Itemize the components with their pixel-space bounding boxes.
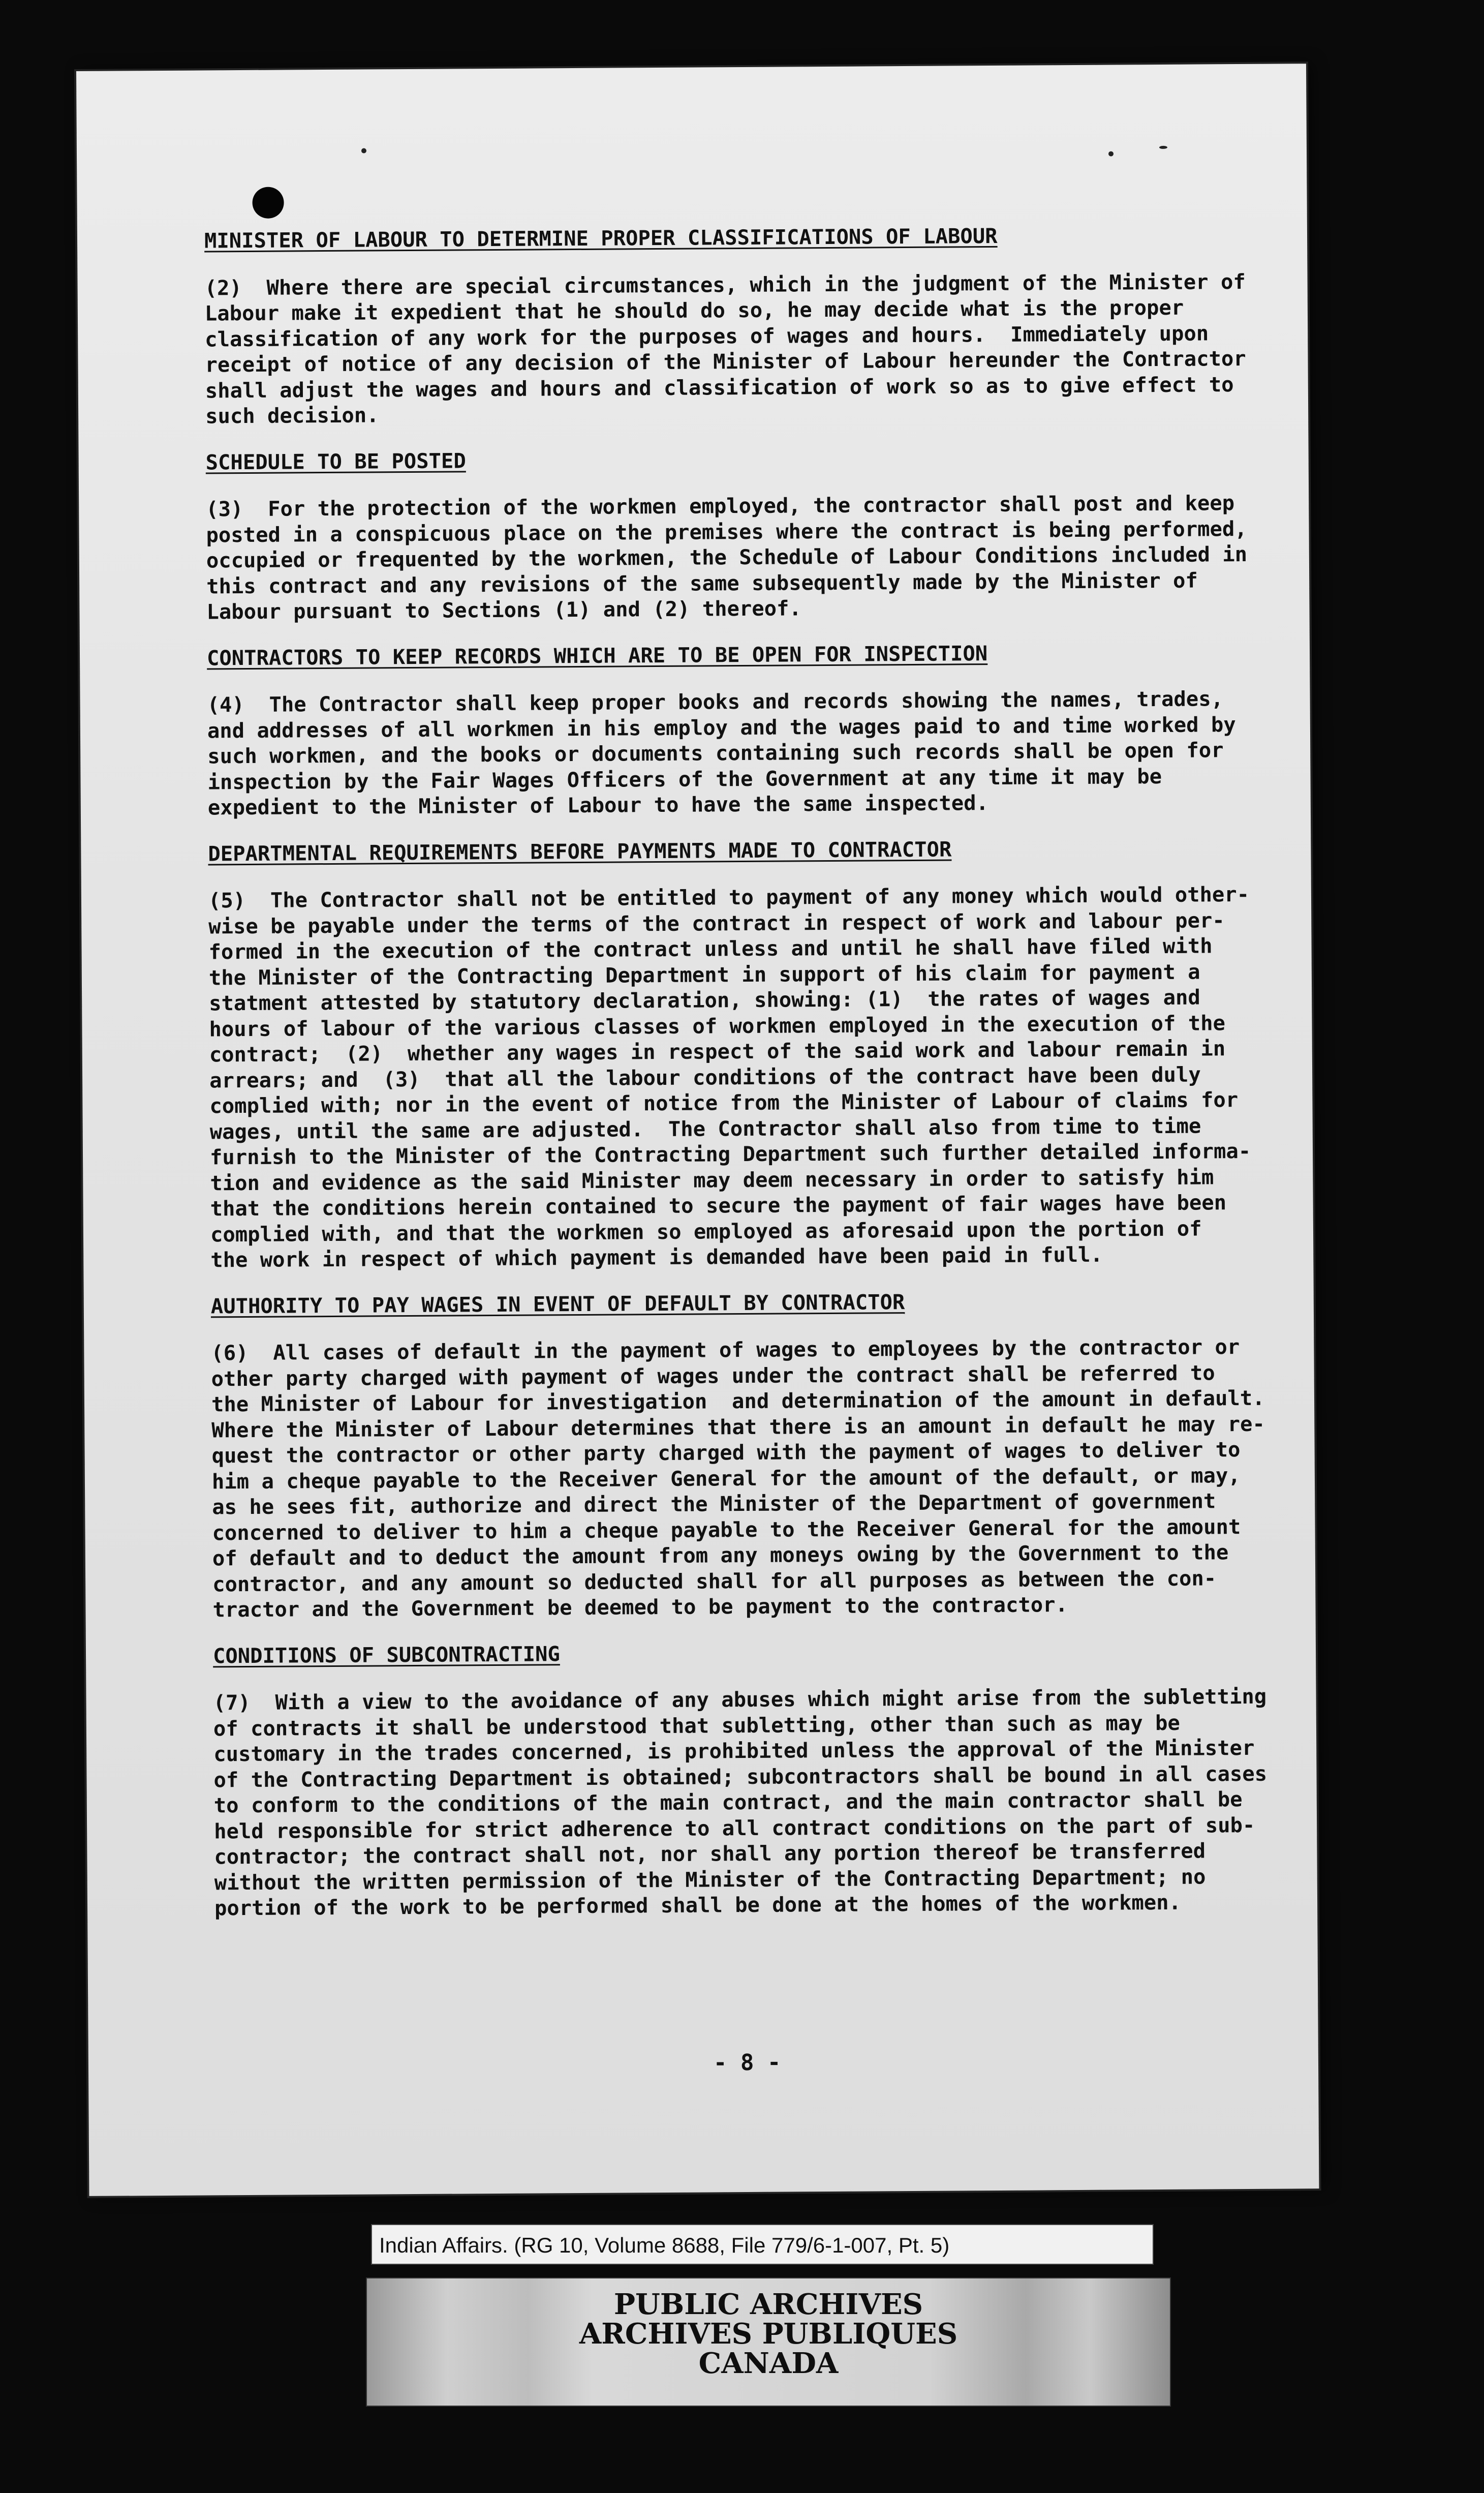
paragraph-line: expedient to the Minister of Labour to have the same inspected.: [207, 791, 989, 820]
paragraph-line: shall adjust the wages and hours and classification of work so as to give effect to: [205, 372, 1234, 403]
paragraph-line: without the written permission of the Minister of the Contracting Department; no: [214, 1864, 1206, 1895]
paragraph-line: quest the contractor or other party charged with the payment of wages to deliver to: [211, 1437, 1241, 1468]
paragraph-line: posted in a conspicuous place on the premises where the contract is being performed,: [206, 516, 1247, 547]
paragraph-line: him a cheque payable to the Receiver General for the amount of the default, or may,: [211, 1463, 1241, 1494]
paragraph-line: the Minister of Labour for investigation and determination of the amount in default.: [211, 1385, 1265, 1417]
section-heading: AUTHORITY TO PAY WAGES IN EVENT OF DEFAULT BY CONTRACTOR: [210, 1289, 905, 1318]
document-body: [204, 221, 1343, 1941]
paragraph-line: inspection by the Fair Wages Officers of the Government at any time it may be: [207, 764, 1162, 794]
paragraph-line: Labour make it expedient that he should do so, he may decide what is the proper: [204, 295, 1184, 326]
document-section: [208, 834, 1339, 1273]
paragraph-line: this contract and any revisions of the same subsequently made by the Minister of: [206, 568, 1198, 598]
section-paragraph: [208, 881, 1339, 1273]
paragraph-line: tion and evidence as the said Minister may deem necessary in order to satisfy him: [210, 1164, 1214, 1195]
paragraph-line: that the conditions herein contained to secure the payment of fair wages have been: [210, 1190, 1227, 1221]
paragraph-line: customary in the trades concerned, is prohibited unless the approval of the Minister: [213, 1735, 1255, 1767]
page-number: - 8 -: [713, 2049, 781, 2076]
archive-reference-label: Indian Affairs. (RG 10, Volume 8688, File 779/6-1-007, Pt. 5): [371, 2224, 1154, 2265]
section-paragraph: [207, 685, 1336, 820]
paragraph-line: (3) For the protection of the workmen employed, the contractor shall post and keep: [206, 491, 1235, 522]
paragraph-line: complied with, and that the workmen so employed as aforesaid upon the portion of: [210, 1216, 1202, 1247]
document-section: [213, 1636, 1343, 1921]
paragraph-line: contract; (2) whether any wages in respect of the said work and labour remain in: [209, 1036, 1226, 1067]
paragraph-line: occupied or frequented by the workmen, the Schedule of Labour Conditions included in: [206, 541, 1248, 573]
paragraph-line: wise be payable under the terms of the contract in respect of work and labour per-: [208, 907, 1225, 938]
paragraph-line: (5) The Contractor shall not be entitled to payment of any money which would other-: [208, 881, 1250, 913]
document-page: [76, 64, 1319, 2196]
paragraph-line: of default and to deduct the amount from any moneys owing by the Government to the: [212, 1540, 1229, 1571]
section-heading: CONTRACTORS TO KEEP RECORDS WHICH ARE TO BE OPEN FOR INSPECTION: [206, 641, 988, 670]
paragraph-line: contractor, and any amount so deducted shall for all purposes as between the con-: [212, 1565, 1217, 1596]
paragraph-line: portion of the work to be performed shall be done at the homes of the workmen.: [214, 1890, 1182, 1921]
document-section: [204, 221, 1334, 429]
stamp-line: CANADA: [698, 2347, 839, 2380]
dust-speck: [1108, 151, 1114, 157]
paragraph-line: and addresses of all workmen in his employ and the wages paid to and time worked by: [207, 712, 1236, 743]
paragraph-line: as he sees fit, authorize and direct the Minister of the Department of government: [212, 1488, 1216, 1519]
section-heading: DEPARTMENTAL REQUIREMENTS BEFORE PAYMENTS MADE TO CONTRACTOR: [208, 837, 952, 866]
paragraph-line: complied with; nor in the event of notice from the Minister of Labour of claims for: [209, 1087, 1239, 1118]
paragraph-line: (2) Where there are special circumstances, which in the judgment of the Minister of: [204, 269, 1246, 300]
section-paragraph: [206, 490, 1335, 625]
paragraph-line: (6) All cases of default in the payment of wages to employees by the contractor or: [211, 1334, 1240, 1365]
stamp-line: PUBLIC ARCHIVES: [613, 2288, 923, 2321]
paragraph-line: wages, until the same are adjusted. The Contractor shall also from time to time: [209, 1113, 1201, 1144]
section-paragraph: [213, 1683, 1343, 1921]
paragraph-line: held responsible for strict adherence to all contract conditions on the part of sub-: [214, 1812, 1255, 1843]
paragraph-line: the work in respect of which payment is demanded have been paid in full.: [210, 1242, 1103, 1272]
paragraph-line: receipt of notice of any decision of the Minister of Labour hereunder the Contractor: [205, 346, 1246, 377]
document-section: [206, 442, 1335, 625]
paragraph-line: arrears; and (3) that all the labour conditions of the contract have been duly: [209, 1062, 1201, 1092]
paragraph-line: tractor and the Government be deemed to be payment to the contractor.: [212, 1592, 1068, 1622]
paragraph-line: other party charged with payment of wages under the contract shall be referred to: [211, 1360, 1215, 1391]
section-heading: CONDITIONS OF SUBCONTRACTING: [212, 1641, 560, 1668]
paragraph-line: hours of labour of the various classes of workmen employed in the execution of the: [209, 1010, 1226, 1041]
section-paragraph: [211, 1333, 1341, 1623]
paragraph-line: contractor; the contract shall not, nor shall any portion thereof be transferred: [214, 1838, 1206, 1869]
section-heading: SCHEDULE TO BE POSTED: [205, 448, 466, 474]
paragraph-line: to conform to the conditions of the main contract, and the main contractor shall be: [213, 1787, 1243, 1818]
document-section: [207, 638, 1336, 820]
dust-speck: [1159, 146, 1167, 149]
stamp-line: ARCHIVES PUBLIQUES: [579, 2317, 958, 2351]
paragraph-line: (7) With a view to the avoidance of any abuses which might arise from the subletting: [213, 1684, 1267, 1715]
section-paragraph: [204, 268, 1334, 429]
paragraph-line: Where the Minister of Labour determines that there is an amount in default he may re-: [211, 1411, 1265, 1442]
paragraph-line: of contracts it shall be understood that subletting, other than such as may be: [213, 1710, 1180, 1741]
archives-stamp: [366, 2277, 1171, 2407]
paragraph-line: such workmen, and the books or documents containing such records shall be open for: [207, 738, 1224, 769]
document-section: [211, 1286, 1341, 1623]
paragraph-line: the Minister of the Contracting Department in support of his claim for payment a: [208, 959, 1200, 990]
paragraph-line: statment attested by statutory declaration, showing: (1) the rates of wages and: [209, 985, 1200, 1016]
paragraph-line: concerned to deliver to him a cheque payable to the Receiver General for the amount: [212, 1514, 1241, 1545]
paragraph-line: Labour pursuant to Sections (1) and (2) thereof.: [206, 596, 802, 624]
paragraph-line: classification of any work for the purposes of wages and hours. Immediately upon: [205, 320, 1209, 351]
punch-hole: [252, 187, 284, 219]
paragraph-line: of the Contracting Department is obtained; subcontractors shall be bound in all cases: [213, 1761, 1267, 1792]
dust-speck: [361, 148, 366, 154]
paragraph-line: formed in the execution of the contract unless and until he shall have filed with: [208, 933, 1213, 964]
paragraph-line: furnish to the Minister of the Contracting Department such further detailed informa-: [209, 1138, 1251, 1170]
section-heading: MINISTER OF LABOUR TO DETERMINE PROPER CLASSIFICATIONS OF LABOUR: [204, 223, 998, 253]
paragraph-line: such decision.: [205, 403, 379, 429]
paragraph-line: (4) The Contractor shall keep proper books and records showing the names, trades,: [207, 686, 1224, 717]
